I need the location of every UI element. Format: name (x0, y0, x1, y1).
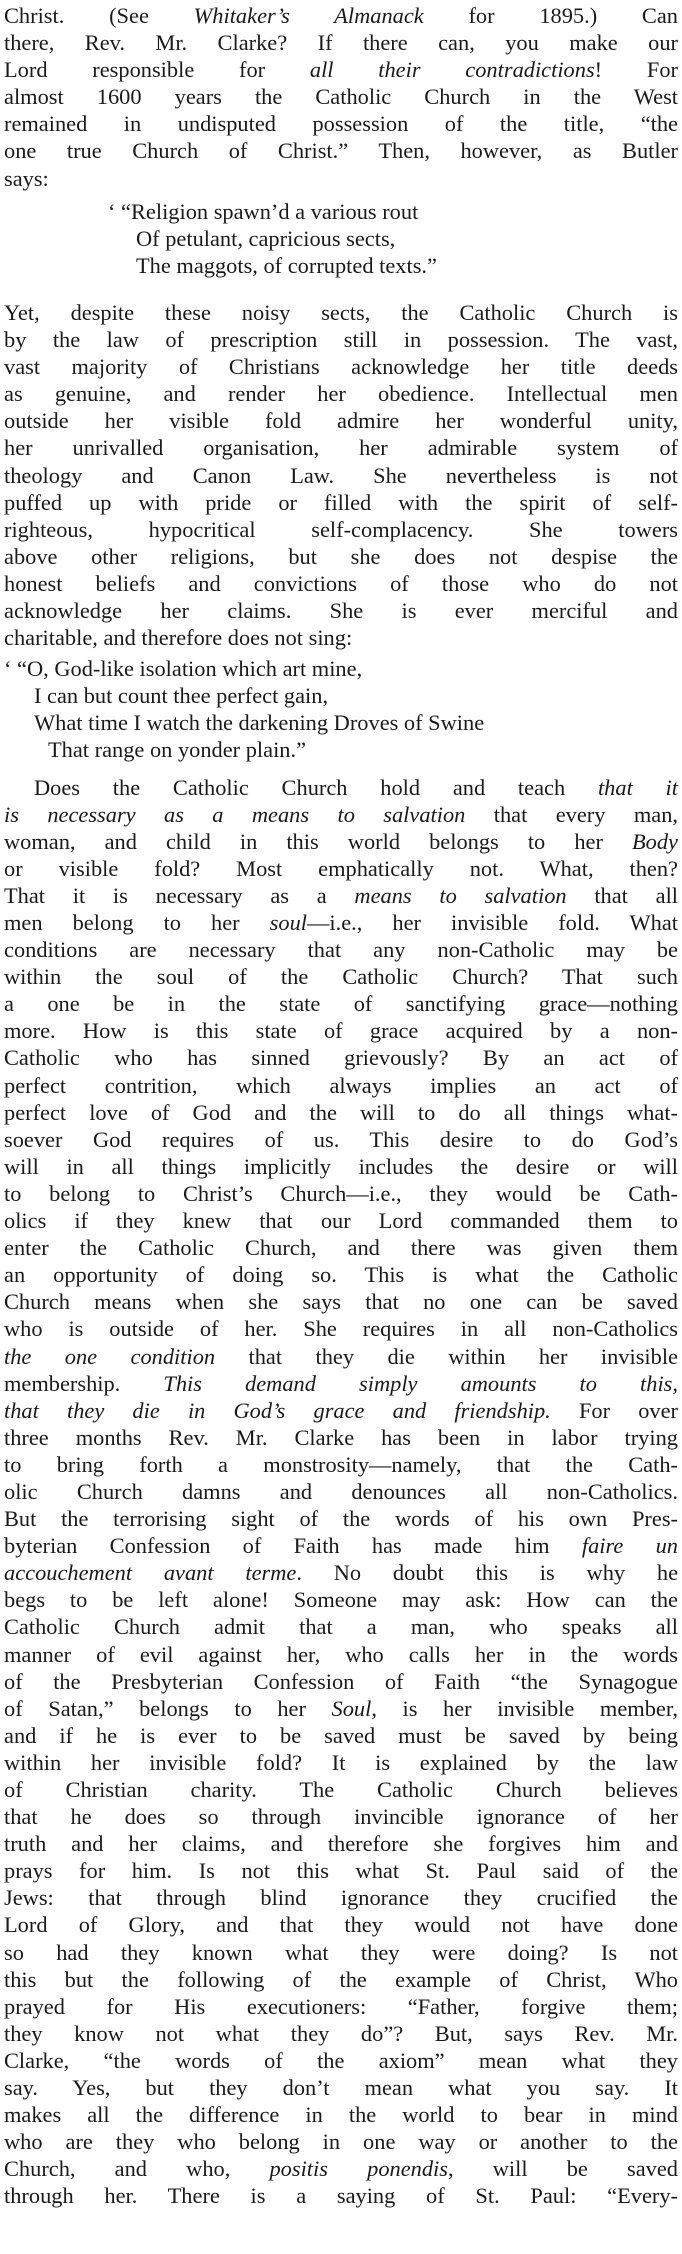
text-line: makes all the difference in the world to bear in mind (4, 2102, 678, 2128)
text-line: says: (4, 165, 49, 191)
verse-line: That range on yonder plain.” (48, 737, 307, 763)
text-line: that he does so through invincible ignorance of her (4, 1804, 678, 1830)
verse-line: ‘ “O, God-like isolation which art mine, (4, 656, 363, 682)
text-line: accouchement avant terme. No doubt this is why he (4, 1560, 679, 1586)
text-line: Church, and who, positis ponendis, will be saved (4, 2156, 679, 2182)
text-line: begs to be left alone! Someone may ask: How can the (4, 1587, 678, 1613)
text-line: who is outside of her. She requires in all non-Catholics (4, 1316, 678, 1342)
verse-line: What time I watch the darkening Droves of Swine (34, 710, 485, 736)
text-line: who are they who belong in one way or another to the (4, 2129, 678, 2155)
text-line: puffed up with pride or filled with the spirit of self- (4, 489, 678, 515)
text-line: one true Church of Christ.” Then, however, as Butler (4, 138, 678, 164)
italic-title: Whitaker’s Almanack (193, 3, 424, 28)
text-line: vast majority of Christians acknowledge her title deeds (4, 354, 678, 380)
text-line: But the terrorising sight of the words of his own Pres- (4, 1506, 678, 1532)
text-line: almost 1600 years the Catholic Church in the West (4, 84, 678, 110)
text-line: the one condition that they die within her invisible (4, 1343, 678, 1369)
text-line: that they die in God’s grace and friendship. For over (4, 1397, 678, 1423)
text-line: of Christian charity. The Catholic Church believes (4, 1777, 678, 1802)
text-line: three months Rev. Mr. Clarke has been in labor trying (4, 1424, 678, 1450)
text-line: to bring forth a monstrosity—namely, that the Cath- (4, 1451, 678, 1477)
text-line: conditions are necessary that any non-Catholic may be (4, 937, 678, 963)
text-line: prays for him. Is not this what St. Paul said of the (4, 1858, 678, 1884)
text-line: Catholic Church admit that a man, who speaks all (4, 1614, 678, 1640)
text-line: Clarke, “the words of the axiom” mean what they (4, 2047, 678, 2073)
text-line: through her. There is a saying of St. Paul: “Every- (4, 2183, 678, 2209)
text-line: there, Rev. Mr. Clarke? If there can, you make our (4, 30, 678, 56)
text-line: theology and Canon Law. She nevertheless is not (4, 462, 678, 488)
text-line: prayed for His executioners: “Father, forgive them; (4, 1993, 678, 2019)
text-line: remained in undisputed possession of the title, “the (4, 111, 678, 137)
text-line: Yet, despite these noisy sects, the Catholic Church is (4, 299, 678, 325)
text-line: Lord of Glory, and that they would not have done (4, 1912, 678, 1938)
text-line: of Satan,” belongs to her Soul, is her invisible member, (4, 1695, 678, 1721)
text-line: they know not what they do”? But, says Rev. Mr. (4, 2020, 678, 2046)
verse-line: I can but count thee perfect gain, (34, 683, 329, 709)
text-line: perfect love of God and the will to do all things what- (4, 1099, 678, 1125)
text-line: Church means when she says that no one can be saved (4, 1289, 678, 1315)
text-line: righteous, hypocritical self-complacency. She towers (4, 516, 678, 542)
text-line: That it is necessary as a means to salvation that all (4, 882, 679, 908)
text-line: woman, and child in this world belongs to her Body (4, 828, 678, 854)
second-paragraph (4, 299, 678, 651)
text-line: acknowledge her claims. She is ever merciful and (4, 597, 678, 623)
text-line: enter the Catholic Church, and there was given them (4, 1235, 678, 1261)
verse-quotation-butler (4, 198, 678, 279)
opening-paragraph (4, 2, 678, 192)
verse-line: ‘ “Religion spawn’d a various rout (108, 198, 419, 224)
text-line: Jews: that through blind ignorance they crucified the (4, 1885, 678, 1911)
text-line: is necessary as a means to salvation that every man, (4, 801, 678, 827)
text-line: men belong to her soul—i.e., her invisible fold. What (4, 910, 678, 935)
text-line: byterian Confession of Faith has made him faire un (4, 1533, 678, 1559)
text-line: above other religions, but she does not despise the (4, 543, 678, 569)
text-line: a one be in the state of sanctifying grace—nothing (4, 991, 678, 1017)
verse-quotation-isolation (4, 655, 678, 763)
text-line: more. How is this state of grace acquired by a non- (4, 1018, 678, 1044)
text-line: soever God requires of us. This desire to do God’s (4, 1126, 678, 1152)
text-line: or visible fold? Most emphatically not. What, then? (4, 855, 678, 881)
text-line: membership. This demand simply amounts to this, (4, 1370, 678, 1396)
verse-line: Of petulant, capricious sects, (136, 225, 396, 251)
spacer (4, 279, 678, 299)
text-line: this but the following of the example of Christ, Who (4, 1966, 678, 1992)
spacer (4, 764, 678, 774)
text-line: outside her visible fold admire her wonderful unity, (4, 408, 678, 434)
text-line: Christ. (See Whitaker’s Almanack for 1895.) Can (4, 3, 678, 28)
text-line: Does the Catholic Church hold and teach that it (34, 774, 679, 800)
text-line: within the soul of the Catholic Church? That such (4, 964, 678, 990)
text-line: perfect contrition, which always implies an act of (4, 1072, 678, 1098)
text-line: and if he is ever to be saved must be saved by being (4, 1722, 678, 1748)
text-line: manner of evil against her, who calls her in the words (4, 1641, 678, 1667)
text-line: olic Church damns and denounces all non-Catholics. (4, 1478, 678, 1504)
text-line: charitable, and therefore does not sing: (4, 625, 353, 651)
third-paragraph (4, 774, 678, 2210)
text-line: within her invisible fold? It is explained by the law (4, 1749, 678, 1775)
text-line: as genuine, and render her obedience. Intellectual men (4, 381, 678, 407)
text-line: truth and her claims, and therefore she forgives him and (4, 1831, 678, 1857)
text-line: an opportunity of doing so. This is what the Catholic (4, 1262, 678, 1288)
text-line: her unrivalled organisation, her admirable system of (4, 435, 678, 461)
text-line: honest beliefs and convictions of those who do not (4, 570, 678, 596)
text-line: Lord responsible for all their contradictions! For (4, 57, 678, 83)
verse-line: The maggots, of corrupted texts.” (136, 252, 437, 278)
text-line: of the Presbyterian Confession of Faith “the Synagogue (4, 1668, 678, 1694)
text-line: say. Yes, but they don’t mean what you say. It (4, 2075, 678, 2101)
text-line: to belong to Christ’s Church—i.e., they would be Cath- (4, 1180, 678, 1206)
text-line: so had they known what they were doing? Is not (4, 1939, 678, 1965)
text-line: will in all things implicitly includes the desire or will (4, 1153, 678, 1179)
text-line: by the law of prescription still in possession. The vast, (4, 327, 678, 353)
text-line: olics if they knew that our Lord commanded them to (4, 1208, 678, 1234)
text-line: Catholic who has sinned grievously? By an act of (4, 1045, 678, 1071)
